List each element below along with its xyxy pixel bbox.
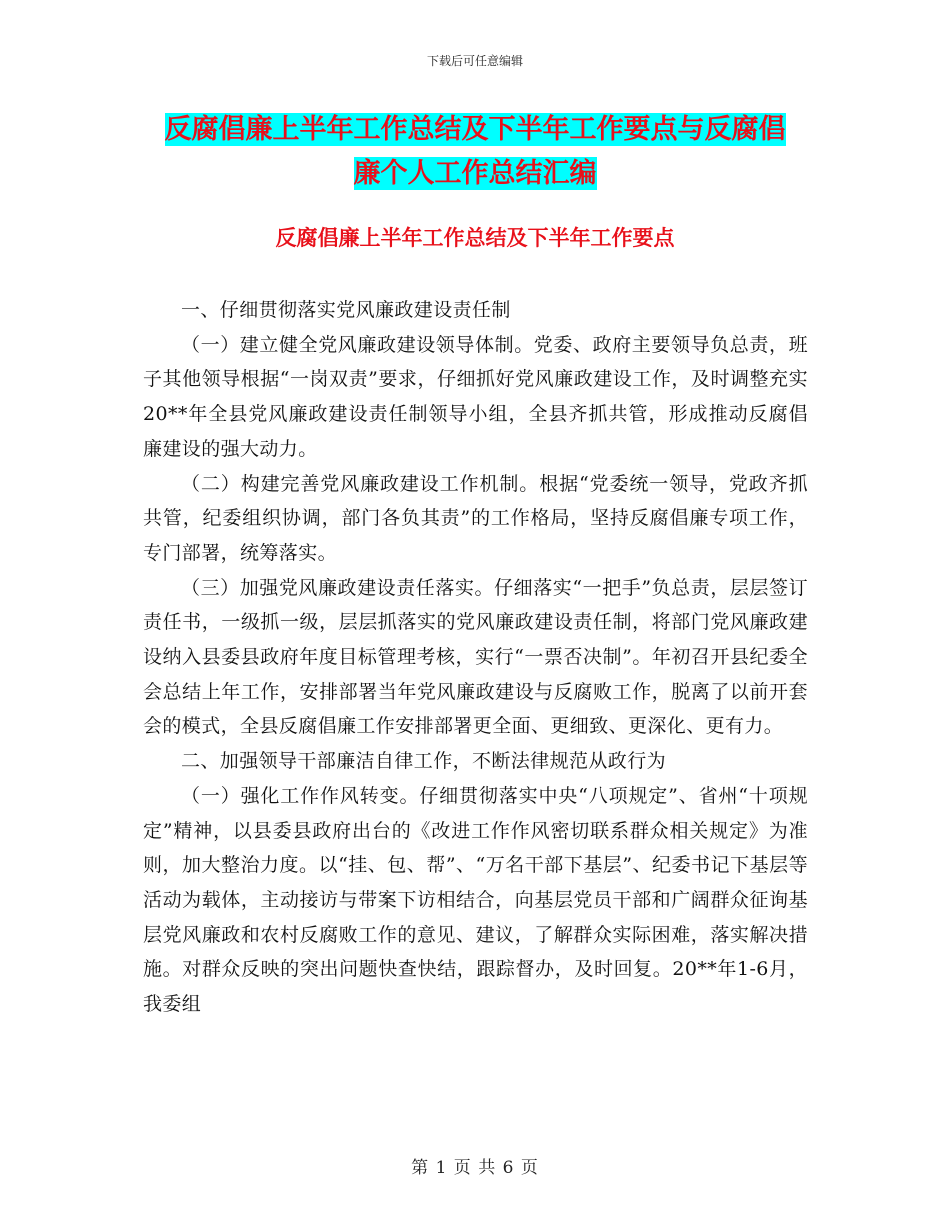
section-title: 反腐倡廉上半年工作总结及下半年工作要点: [275, 226, 675, 250]
heading-part-one: 一、仔细贯彻落实党风廉政建设责任制: [181, 299, 511, 321]
document-title-line-2: [0, 152, 950, 196]
page-header-note: 下载后可任意编辑: [426, 54, 523, 68]
document-body: [143, 293, 808, 1022]
heading-part-two: 二、加强领导干部廉洁自律工作，不断法律规范从政行为: [181, 750, 667, 773]
page-number: 第 1 页 共 6 页: [411, 1158, 539, 1178]
paragraph-work-mechanism: （二）构建完善党风廉政建设工作机制。根据“党委统一领导，党政齐抓共管，纪委组织协调，部门各负其责”的工作格局，坚持反腐倡廉专项工作，专门部署，统筹落实。: [143, 472, 808, 564]
paragraph-leadership-system: （一）建立健全党风廉政建设领导体制。党委、政府主要领导负总责，班子其他领导根据“一岗双责”要求，仔细抓好党风廉政建设工作，及时调整充实20**年全县党风廉政建设责任制领导小组，全县齐抓共管，形成推动反腐倡廉建设的强大动力。: [143, 333, 808, 460]
document-title-line-1: [0, 108, 950, 152]
title-line-2-text: 廉个人工作总结汇编: [353, 158, 597, 189]
paragraph-responsibility: （三）加强党风廉政建设责任落实。仔细落实“一把手”负总责，层层签订责任书，一级抓一级，层层抓落实的党风廉政建设责任制，将部门党风廉政建设纳入县委县政府年度目标管理考核，实行“一票否决制”。年初召开县纪委全会总结上年工作，安排部署当年党风廉政建设与反腐败工作，脱离了以前开套会的模式，全县反腐倡廉工作安排部署更全面、更细致、更深化、更有力。: [143, 576, 808, 738]
document-title: [0, 108, 950, 196]
title-line-1-text: 反腐倡廉上半年工作总结及下半年工作要点与反腐倡: [164, 114, 786, 145]
paragraph-work-style: （一）强化工作作风转变。仔细贯彻落实中央“八项规定”、省州“十项规定”精神，以县委县政府出台的《改进工作作风密切联系群众相关规定》为准则，加大整治力度。以“挂、包、帮”、“万名干部下基层”、纪委书记下基层等活动为载体，主动接访与带案下访相结合，向基层党员干部和广阔群众征询基层党风廉政和农村反腐败工作的意见、建议，了解群众实际困难，落实解决措施。对群众反映的突出问题快查快结，跟踪督办，及时回复。20**年1-6月，我委组: [143, 784, 808, 1016]
